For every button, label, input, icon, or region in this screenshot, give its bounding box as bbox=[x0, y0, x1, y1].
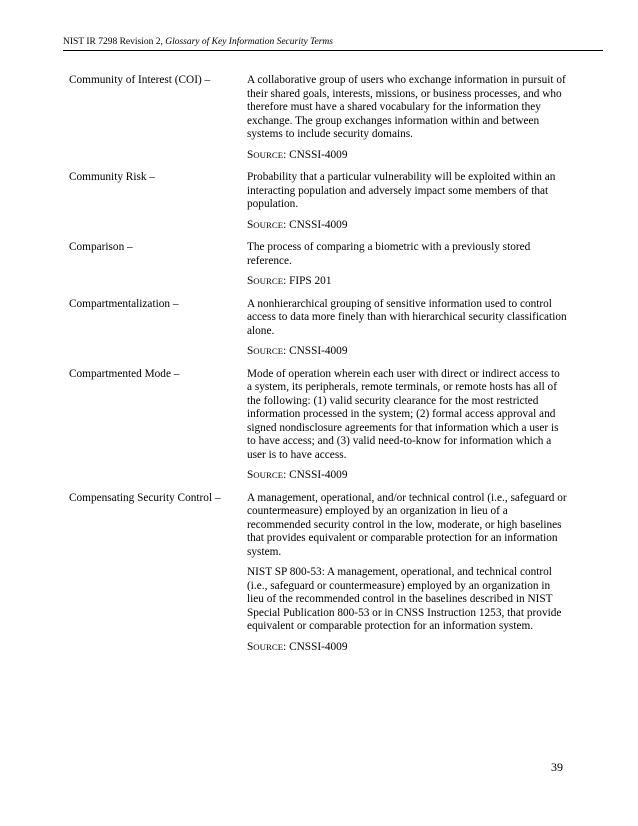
source-value: : CNSSI-4009 bbox=[283, 148, 348, 161]
source-value: : CNSSI-4009 bbox=[283, 469, 348, 481]
glossary-entry bbox=[69, 241, 569, 289]
glossary-term: Compartmentalization – bbox=[69, 297, 179, 310]
definition-paragraph: The process of comparing a biometric with a previously stored reference. bbox=[247, 241, 531, 267]
glossary-term: Community Risk – bbox=[69, 171, 155, 183]
source-citation bbox=[247, 275, 567, 289]
source-value: : CNSSI-4009 bbox=[283, 218, 348, 231]
source-label-rest: OURCE bbox=[253, 149, 284, 160]
source-value: : CNSSI-4009 bbox=[283, 345, 348, 357]
source-citation bbox=[247, 469, 567, 483]
source-label-rest: OURCE bbox=[253, 276, 284, 286]
source-citation bbox=[247, 149, 567, 163]
glossary-term: Compensating Security Control – bbox=[69, 491, 221, 504]
glossary-definition bbox=[247, 241, 567, 289]
glossary-term: Compartmented Mode – bbox=[69, 367, 180, 380]
glossary-definition bbox=[247, 74, 567, 162]
glossary-definition bbox=[247, 368, 567, 483]
source-label-rest: OURCE bbox=[253, 641, 284, 652]
source-label-initial: S bbox=[247, 640, 254, 653]
source-label-rest: OURCE bbox=[253, 219, 284, 230]
glossary-entry bbox=[69, 368, 569, 483]
source-citation bbox=[247, 219, 567, 233]
glossary-definition bbox=[247, 171, 567, 232]
source-label-initial: S bbox=[247, 275, 254, 287]
glossary-definition bbox=[247, 298, 567, 359]
definition-paragraph: NIST SP 800-53: A management, operational, and technical control (i.e., safeguard or countermeasure) employed by an organization in lieu of the recommended control in the baselines described in NIST Special Publication 800-53 or in CNSS Instruction 1253, that provide equivalent or comparable protection for an information system. bbox=[247, 566, 562, 632]
glossary-term: Community of Interest (COI) – bbox=[69, 74, 211, 86]
page-number: 39 bbox=[551, 760, 563, 774]
definition-paragraph: A nonhierarchical grouping of sensitive information used to control access to data more finely than with hierarchical security classification alone. bbox=[247, 297, 567, 337]
glossary-term: Comparison – bbox=[69, 241, 133, 253]
definition-paragraph: Probability that a particular vulnerability will be exploited within an interacting population and adversely impact some members of that population. bbox=[247, 171, 556, 210]
header-divider bbox=[63, 50, 603, 51]
running-header bbox=[63, 36, 603, 48]
source-value: : CNSSI-4009 bbox=[283, 640, 348, 653]
source-citation bbox=[247, 345, 567, 359]
glossary-entry bbox=[69, 74, 569, 162]
glossary-entries bbox=[69, 74, 569, 663]
definition-paragraph: A management, operational, and/or technical control (i.e., safeguard or countermeasure) employed by an organization in lieu of a recommended security control in the low, moderate, or high baselines that provides equivalent or comparable protection for an information system. bbox=[247, 491, 567, 558]
source-label-initial: S bbox=[247, 345, 254, 357]
definition-paragraph: Mode of operation wherein each user with direct or indirect access to a system, its peripherals, remote terminals, or remote hosts has all of the following: (1) valid security clearance for the most restricted information processed in the system; (2) formal access approval and signed nondisclosure agreements for that information which a user is to have access; and (3) valid need-to-know for information which a user is to have access. bbox=[247, 367, 560, 461]
header-prefix: NIST IR 7298 Revision 2, bbox=[63, 37, 166, 47]
source-label-initial: S bbox=[247, 469, 254, 481]
definition-paragraph: A collaborative group of users who exchange information in pursuit of their shared goals, interests, missions, or business processes, and who therefore must have a shared vocabulary for the information they exchange. The group exchanges information within and between systems to include security domains. bbox=[247, 74, 566, 140]
glossary-definition bbox=[247, 492, 567, 655]
glossary-entry bbox=[69, 298, 569, 359]
source-label-rest: OURCE bbox=[253, 470, 284, 480]
source-citation bbox=[247, 641, 567, 655]
source-label-initial: S bbox=[247, 218, 254, 231]
source-value: : FIPS 201 bbox=[283, 275, 332, 287]
glossary-entry bbox=[69, 171, 569, 232]
header-title: Glossary of Key Information Security Terms bbox=[165, 37, 333, 47]
source-label-initial: S bbox=[247, 148, 254, 161]
glossary-entry bbox=[69, 492, 569, 655]
source-label-rest: OURCE bbox=[253, 346, 284, 356]
